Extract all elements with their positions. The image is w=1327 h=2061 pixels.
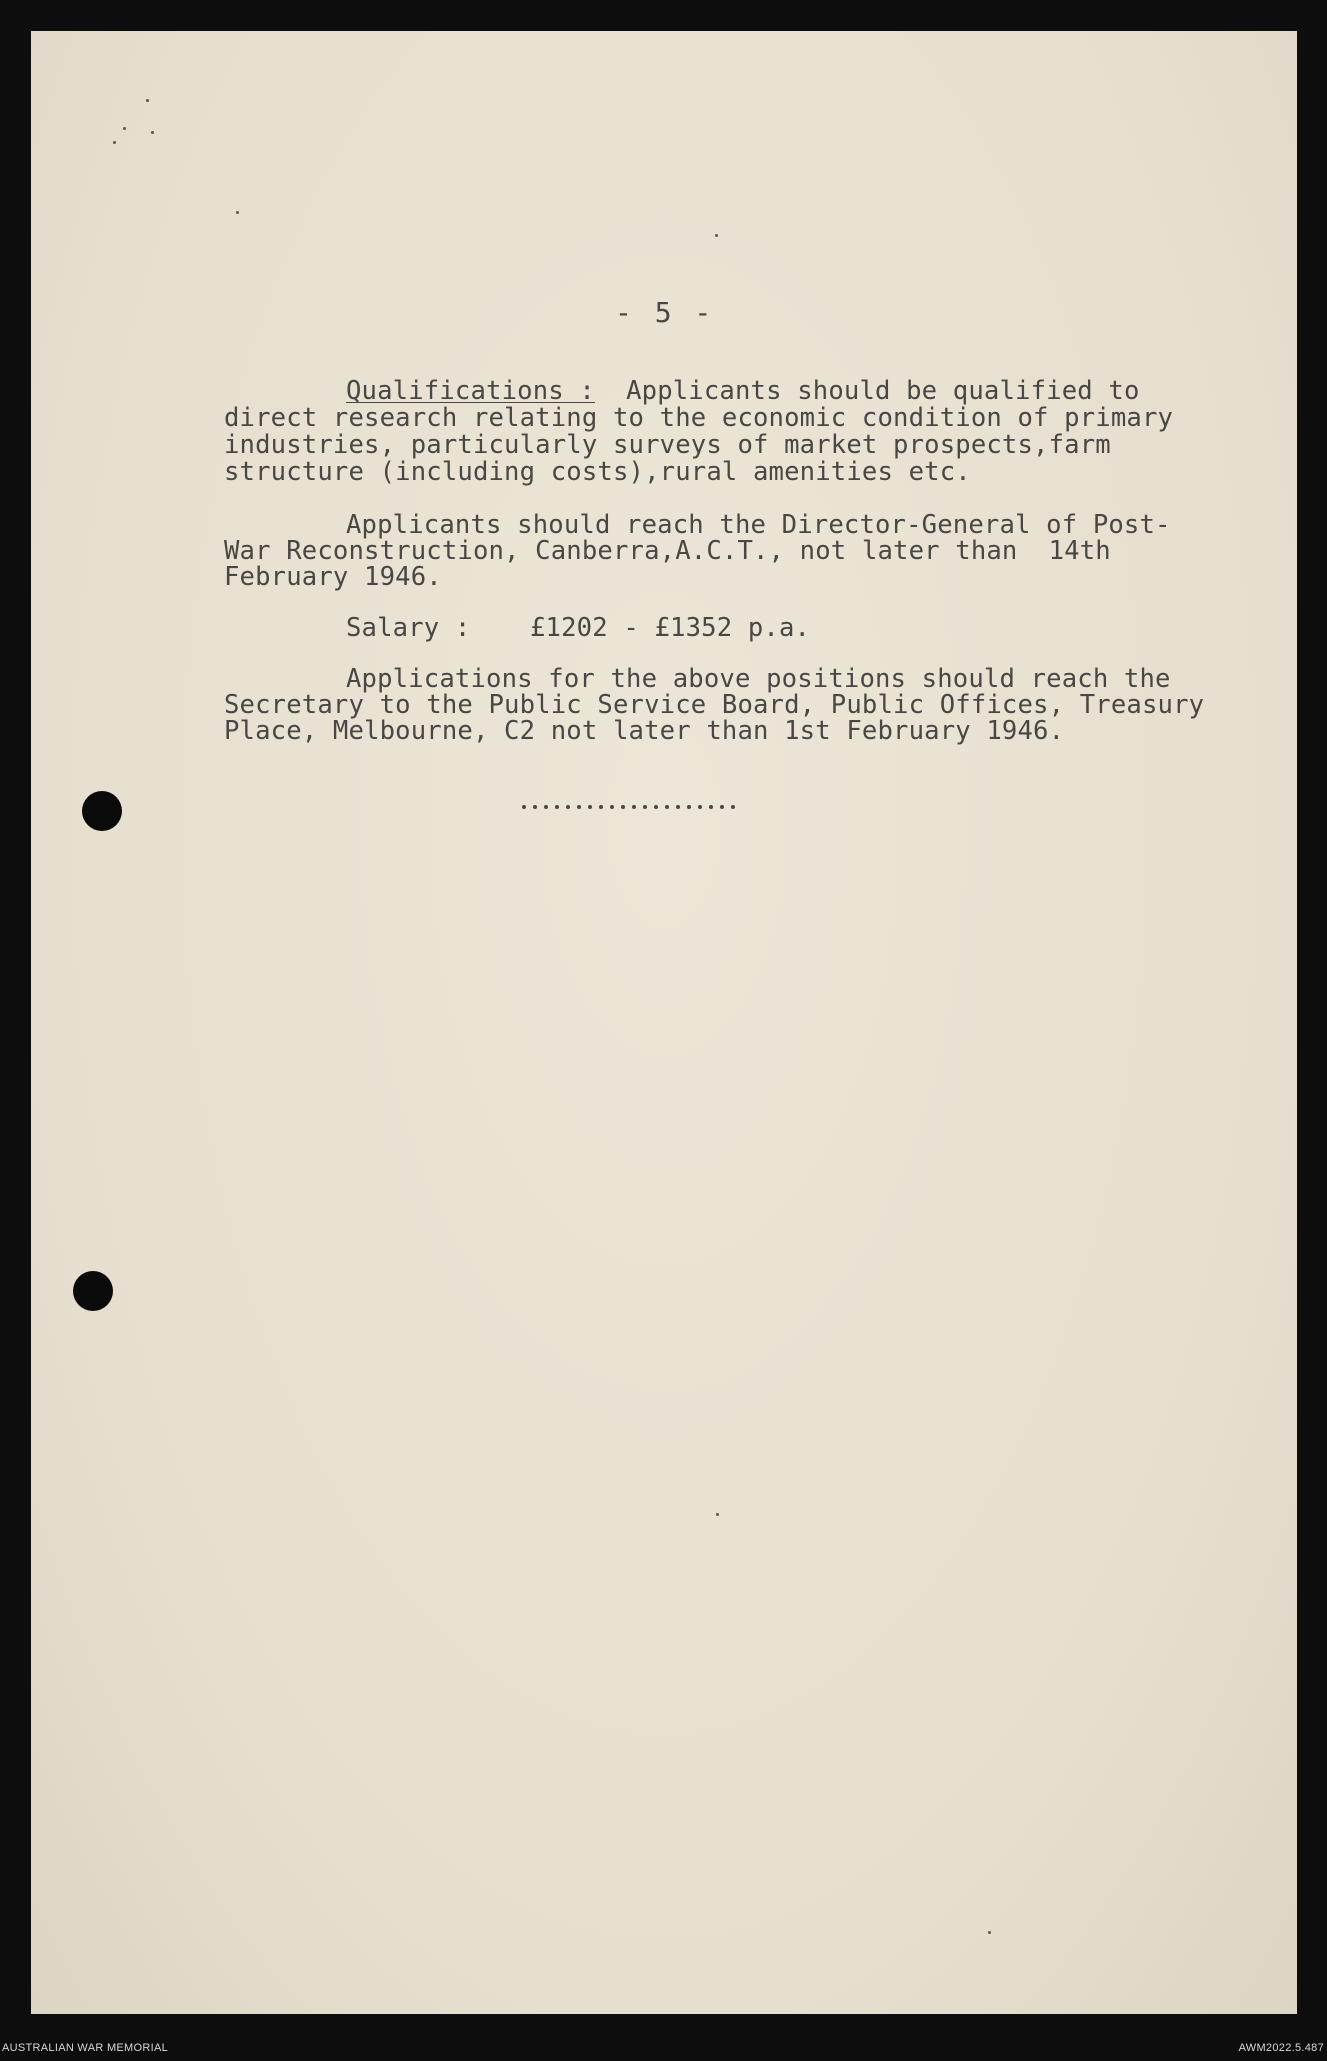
paper-speck bbox=[716, 1513, 719, 1516]
director-paragraph-line-3: February 1946. bbox=[224, 562, 442, 592]
salary-value: £1202 - £1352 p.a. bbox=[530, 613, 811, 643]
paper-speck bbox=[113, 141, 116, 144]
board-paragraph-line-3: Place, Melbourne, C2 not later than 1st February 1946. bbox=[224, 716, 1065, 746]
board-paragraph-line-2: Secretary to the Public Service Board, Public Offices, Treasury bbox=[224, 690, 1205, 720]
paper-speck bbox=[715, 234, 718, 237]
director-paragraph-line-2: War Reconstruction, Canberra,A.C.T., not later than 14th bbox=[224, 536, 1111, 566]
page-number: - 5 - bbox=[615, 296, 715, 329]
qualifications-line-3: industries, particularly surveys of market prospects,farm bbox=[224, 430, 1111, 460]
paper-speck bbox=[123, 127, 126, 130]
board-paragraph-line-1: Applications for the above positions should reach the bbox=[346, 664, 1171, 694]
qualifications-line-4: structure (including costs),rural amenities etc. bbox=[224, 457, 971, 487]
director-paragraph-line-1: Applicants should reach the Director-General of Post- bbox=[346, 510, 1171, 540]
paper-speck bbox=[236, 211, 239, 214]
footer-reference: AWM2022.5.487 bbox=[1238, 2042, 1324, 2054]
punch-hole-top bbox=[82, 791, 122, 831]
paper-speck bbox=[151, 131, 154, 134]
qualifications-line-1 bbox=[346, 378, 1140, 404]
qualifications-line-1-text: Applicants should be qualified to bbox=[594, 376, 1140, 406]
salary-label: Salary : bbox=[346, 613, 471, 643]
qualifications-heading: Qualifications : bbox=[346, 376, 595, 406]
paper-speck bbox=[988, 1931, 991, 1934]
dotted-divider bbox=[522, 805, 735, 809]
footer-institution: AUSTRALIAN WAR MEMORIAL bbox=[2, 2042, 169, 2054]
paper-speck bbox=[146, 99, 149, 102]
qualifications-line-2: direct research relating to the economic condition of primary bbox=[224, 403, 1174, 433]
punch-hole-bottom bbox=[73, 1271, 113, 1311]
